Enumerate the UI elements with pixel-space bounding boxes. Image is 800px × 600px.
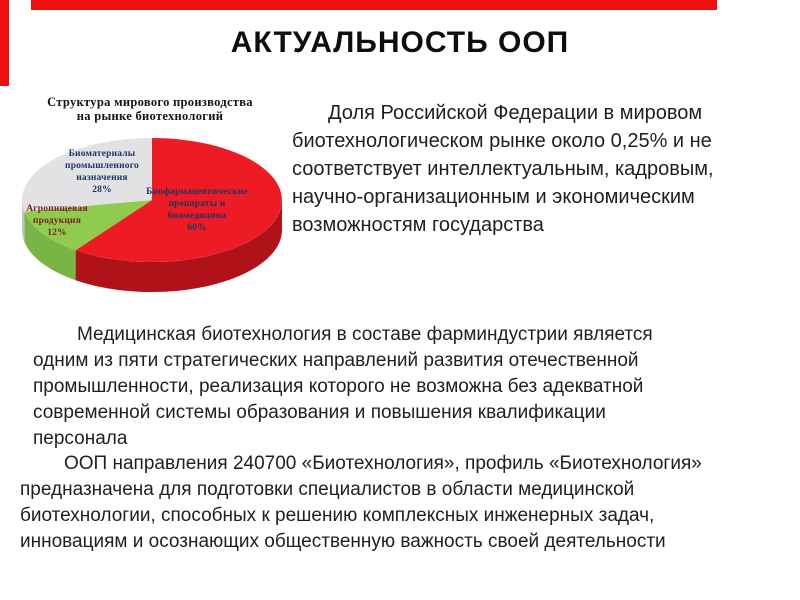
chart-title-line2: на рынке биотехнологий [76, 109, 224, 123]
pie-label-line: Биофармацевтические [146, 187, 248, 197]
chart-title [15, 95, 285, 123]
slide-title: АКТУАЛЬНОСТЬ ООП [230, 26, 570, 59]
paragraph-market-share: Доля Российской Федерации в мировом биотехнологическом рынке около 0,25% и не соответствует интеллектуальным, кадровым, научно-организационным и экономическим возможностям государства [292, 102, 714, 236]
pie-label-percent: 28% [92, 185, 112, 195]
paragraph-oop-program: ООП направления 240700 «Биотехнология», профиль «Биотехнология» предназначена для подготовки специалистов в области медицинской биотехнологии, способных к решению комплексных инженерных задач, инновациям и осознающих общественную важность своей деятельности [20, 453, 702, 552]
pie-label-line: биомедицина [167, 211, 227, 221]
paragraph-med-biotech: Медицинская биотехнология в составе фарминдустрии является одним из пяти стратегических направлений развития отечественной промышленности, реализация которого не возможна без адекватной современной системы образования и повышения квалификации персонала [33, 324, 653, 449]
top-accent-bar [31, 0, 717, 10]
pie-label-percent: 12% [47, 228, 67, 238]
pie-label-line: промышленного [65, 161, 139, 171]
pie-label-line: назначения [76, 173, 128, 183]
pie-label-agrofood [0, 203, 117, 239]
pie-label-line: продукция [32, 216, 82, 226]
pie-label-line: препараты и [168, 199, 226, 209]
pie-label-percent: 60% [187, 223, 207, 233]
pie-label-line: Биоматериалы [68, 149, 136, 159]
pie-chart-block [15, 95, 285, 310]
pie-label-line: Агропищевая [26, 204, 88, 214]
pie-label-biopharma [137, 186, 257, 234]
chart-title-line1: Структура мирового производства [47, 95, 253, 109]
